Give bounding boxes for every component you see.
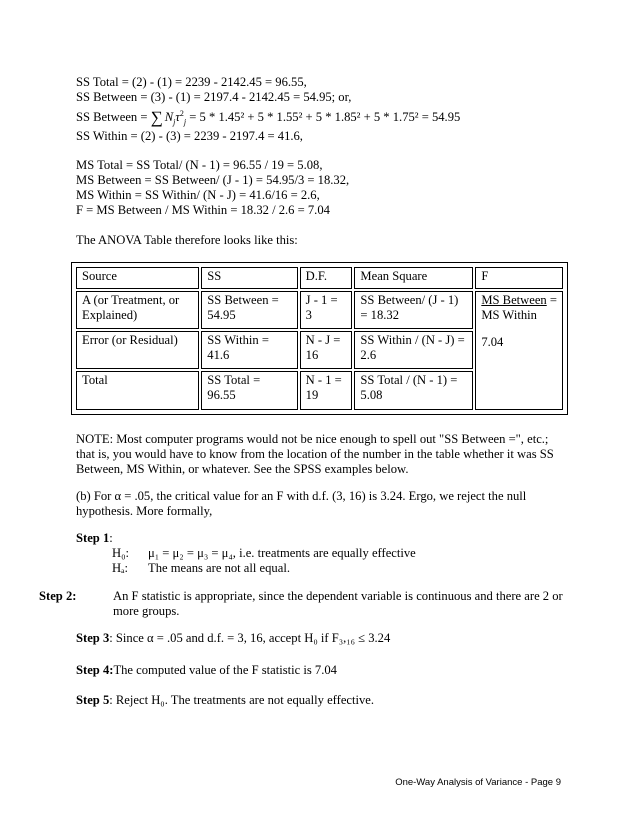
step-4-text: The computed value of the F statistic is 7.04 bbox=[113, 663, 337, 677]
table-row bbox=[76, 291, 563, 329]
ss-within-line: SS Within = (2) - (3) = 2239 - 2197.4 = 41.6, bbox=[76, 129, 303, 143]
ms-calculations bbox=[76, 158, 576, 218]
table-header-row bbox=[76, 267, 563, 289]
f-denominator: MS Within bbox=[481, 307, 537, 322]
cell-source: Total bbox=[76, 371, 199, 410]
ms-total-line: MS Total = SS Total/ (N - 1) = 96.55 / 19 = 5.08, bbox=[76, 158, 323, 172]
ha-key: Hₐ: bbox=[112, 561, 129, 575]
step-4 bbox=[76, 663, 576, 678]
cell-f: MS Between = MS Within 7.04 bbox=[475, 291, 563, 411]
h0-key: H₀: bbox=[112, 546, 129, 560]
ss-between-prefix: SS Between = bbox=[76, 110, 148, 124]
sub-j: j bbox=[173, 117, 176, 127]
part-b-paragraph: (b) For α = .05, the critical value for an F with d.f. (3, 16) is 3.24. Ergo, we reject the null hypothesis. More formally, bbox=[76, 489, 527, 518]
n-var: N bbox=[164, 110, 174, 124]
header-ss: SS bbox=[201, 267, 297, 289]
step-5-label: Step 5 bbox=[76, 693, 110, 707]
table-intro: The ANOVA Table therefore looks like this: bbox=[76, 233, 298, 247]
page-footer: One-Way Analysis of Variance - Page 9 bbox=[395, 777, 561, 788]
anova-table bbox=[71, 262, 568, 415]
step-2-text: An F statistic is appropriate, since the dependent variable is continuous and there are 2 or more groups. bbox=[113, 589, 563, 618]
cell-df: N - 1 = 19 bbox=[300, 371, 353, 410]
note-paragraph: NOTE: Most computer programs would not be nice enough to spell out "SS Between =", etc.; that is, you would have to know from the location of the number in the table whether it was SS Between, MS Within, or whatever. See the SPSS examples below. bbox=[76, 432, 554, 476]
step-3 bbox=[76, 631, 576, 646]
cell-ss: SS Between = 54.95 bbox=[201, 291, 297, 329]
f-line: F = MS Between / MS Within = 18.32 / 2.6 = 7.04 bbox=[76, 203, 330, 217]
step-5 bbox=[76, 693, 576, 708]
step-2-label: Step 2: bbox=[39, 589, 77, 603]
cell-ss: SS Within = 41.6 bbox=[201, 331, 297, 369]
header-mean-square: Mean Square bbox=[354, 267, 473, 289]
f-numerator: MS Between bbox=[481, 292, 547, 307]
ms-between-line: MS Between = SS Between/ (J - 1) = 54.95/3 = 18.32, bbox=[76, 173, 350, 187]
cell-source: Error (or Residual) bbox=[76, 331, 199, 369]
ha-text: The means are not all equal. bbox=[148, 561, 290, 575]
step-1-label: Step 1 bbox=[76, 531, 110, 545]
cell-ms: SS Between/ (J - 1) = 18.32 bbox=[354, 291, 473, 329]
step-3-label: Step 3 bbox=[76, 631, 110, 645]
cell-source: A (or Treatment, or Explained) bbox=[76, 291, 199, 329]
cell-ms: SS Total / (N - 1) = 5.08 bbox=[354, 371, 473, 410]
cell-ms: SS Within / (N - J) = 2.6 bbox=[354, 331, 473, 369]
step-1: Step 1: H₀: μ₁ = μ₂ = μ₃ = μ₄, i.e. treatments are equally effective Hₐ: The means are not all equal. bbox=[76, 531, 416, 575]
ss-calculations bbox=[76, 75, 576, 144]
ss-between-rest: = 5 * 1.45² + 5 * 1.55² + 5 * 1.85² + 5 * 1.75² = 54.95 bbox=[189, 110, 461, 124]
cell-df: J - 1 = 3 bbox=[300, 291, 353, 329]
summation-icon: ∑ bbox=[150, 108, 163, 127]
ss-between-line-a: SS Between = (3) - (1) = 2197.4 - 2142.45 = 54.95; or, bbox=[76, 90, 352, 104]
cell-ss: SS Total = 96.55 bbox=[201, 371, 297, 410]
ms-within-line: MS Within = SS Within/ (N - J) = 41.6/16 = 2.6, bbox=[76, 188, 320, 202]
sup-2: 2 bbox=[179, 108, 184, 118]
sub-j2: j bbox=[183, 117, 187, 127]
ss-between-line-b bbox=[76, 108, 576, 125]
cell-df: N - J = 16 bbox=[300, 331, 353, 369]
step-2 bbox=[39, 589, 566, 619]
step-3-text: : Since α = .05 and d.f. = 3, 16, accept H₀ if F₃,₁₆ ≤ 3.24 bbox=[109, 631, 391, 645]
header-f: F bbox=[475, 267, 563, 289]
step-5-text: : Reject H₀. The treatments are not equally effective. bbox=[109, 693, 375, 707]
f-value: 7.04 bbox=[481, 334, 504, 349]
tau-var: τ bbox=[175, 110, 180, 124]
h0-text: μ₁ = μ₂ = μ₃ = μ₄, i.e. treatments are equally effective bbox=[148, 546, 416, 560]
ss-total-line: SS Total = (2) - (1) = 2239 - 2142.45 = 96.55, bbox=[76, 75, 307, 89]
step-4-label: Step 4: bbox=[76, 663, 114, 677]
header-df: D.F. bbox=[300, 267, 353, 289]
header-source: Source bbox=[76, 267, 199, 289]
